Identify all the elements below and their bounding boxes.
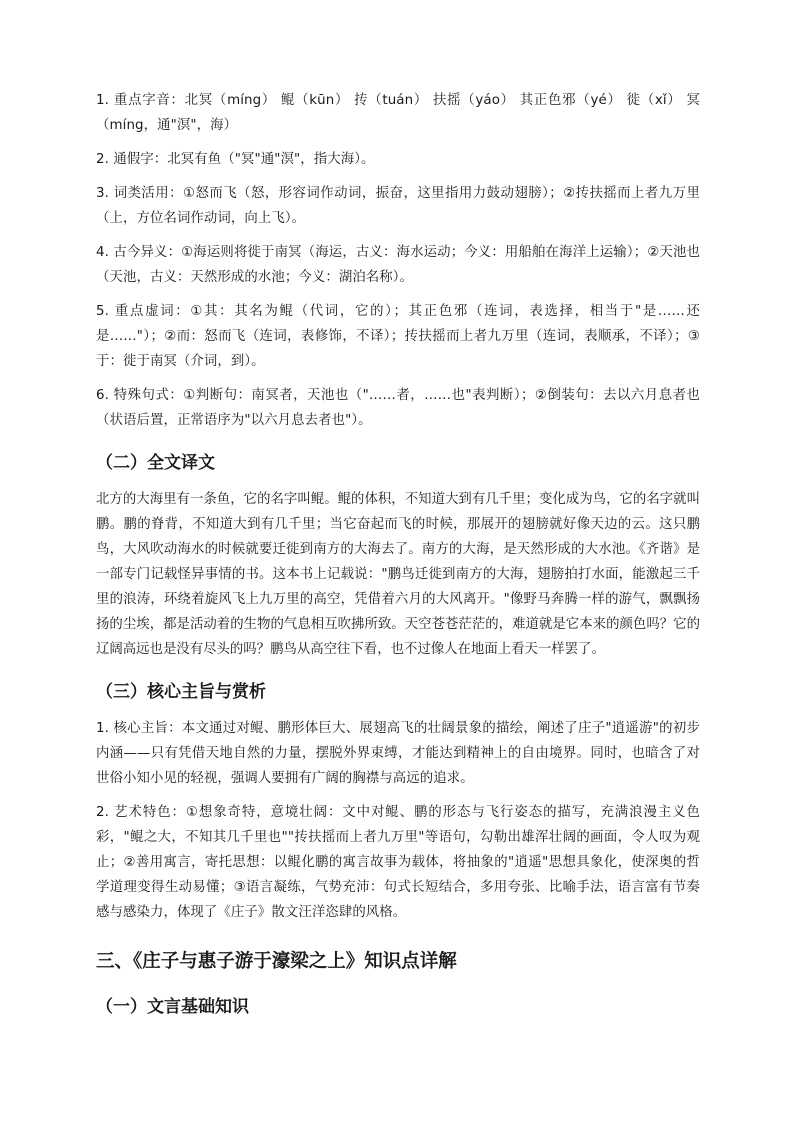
heading-theme: （三）核心主旨与赏析	[96, 682, 266, 702]
heading-part3: 三、《庄子与惠子游于濠梁之上》知识点详解	[96, 951, 457, 972]
list-item-core-theme: 1. 核心主旨：本文通过对鲲、鹏形体巨大、展翅高飞的壮阔景象的描绘，阐述了庄子"逍遥游"的初步内涵——只有凭借天地自然的力量，摆脱外界束缚，才能达到精神上的自由境界。同时，也暗含了对世俗小知小见的轻视，强调人要拥有广阔的胸襟与高远的追求。	[96, 721, 700, 786]
list-item-loan-characters: 2. 通假字：北冥有鱼（"冥"通"溟"，指大海）。	[96, 152, 375, 167]
list-item-artistic-features: 2. 艺术特色：①想象奇特，意境壮阔：文中对鲲、鹏的形态与飞行姿态的描写，充满浪漫主义色彩，"鲲之大，不知其几千里也""抟扶摇而上者九万里"等语句，勾勒出雄浑壮阔的画面，令人叹为观止；②善用寓言，寄托思想：以鲲化鹏的寓言故事为载体，将抽象的"逍遥"思想具象化，使深奥的哲学道理变得生动易懂；③语言凝练，气势充沛：句式长短结合，多用夸张、比喻手法，语言富有节奏感与感染力，体现了《庄子》散文汪洋恣肆的风格。	[96, 805, 700, 920]
list-item-word-class: 3. 词类活用：①怒而飞（怒，形容词作动词，振奋，这里指用力鼓动翅膀）；②抟扶摇而上者九万里（上，方位名词作动词，向上飞）。	[96, 186, 700, 226]
list-item-function-words: 5. 重点虚词：①其：其名为鲲（代词，它的）；其正色邪（连词，表选择，相当于"是……还是……"）；②而：怒而飞（连词，表修饰，不译）；抟扶摇而上者九万里（连词，表顺承，不译）；③于：徙于南冥（介词，到）。	[96, 304, 700, 369]
list-item-pronunciation: 1. 重点字音：北冥（míng） 鲲（kūn） 抟（tuán） 扶摇（yáo） 其正色邪（yé） 徙（xǐ） 冥（míng，通"溟"，海）	[96, 93, 700, 133]
list-item-ancient-modern: 4. 古今异义：①海运则将徙于南冥（海运，古义：海水运动；今义：用船舶在海洋上运输）；②天池也（天池，古义：天然形成的水池；今义：湖泊名称）。	[96, 245, 700, 285]
list-item-special-sentences: 6. 特殊句式：①判断句：南冥者，天池也（"……者，……也"表判断）；②倒装句：去以六月息者也（状语后置，正常语序为"以六月息去者也"）。	[96, 388, 700, 428]
heading-basics: （一）文言基础知识	[96, 997, 249, 1017]
heading-translation: （二）全文译文	[96, 453, 215, 473]
document-page	[96, 88, 700, 1031]
translation-paragraph: 北方的大海里有一条鱼，它的名字叫鲲。鲲的体积，不知道大到有几千里；变化成为鸟，它的名字就叫鹏。鹏的脊背，不知道大到有几千里；当它奋起而飞的时候，那展开的翅膀就好像天边的云。这只鹏鸟，大风吹动海水的时候就要迁徙到南方的大海去了。南方的大海，是天然形成的大水池。《齐谐》是一部专门记载怪异事情的书。这本书上记载说："鹏鸟迁徙到南方的大海，翅膀拍打水面，能激起三千里的浪涛，环绕着旋风飞上九万里的高空，凭借着六月的大风离开。"像野马奔腾一样的游气，飘飘扬扬的尘埃，都是活动着的生物的气息相互吹拂所致。天空苍苍茫茫的，难道就是它本来的颜色吗？它的辽阔高远也是没有尽头的吗？鹏鸟从高空往下看，也不过像人在地面上看天一样罢了。	[96, 492, 700, 657]
